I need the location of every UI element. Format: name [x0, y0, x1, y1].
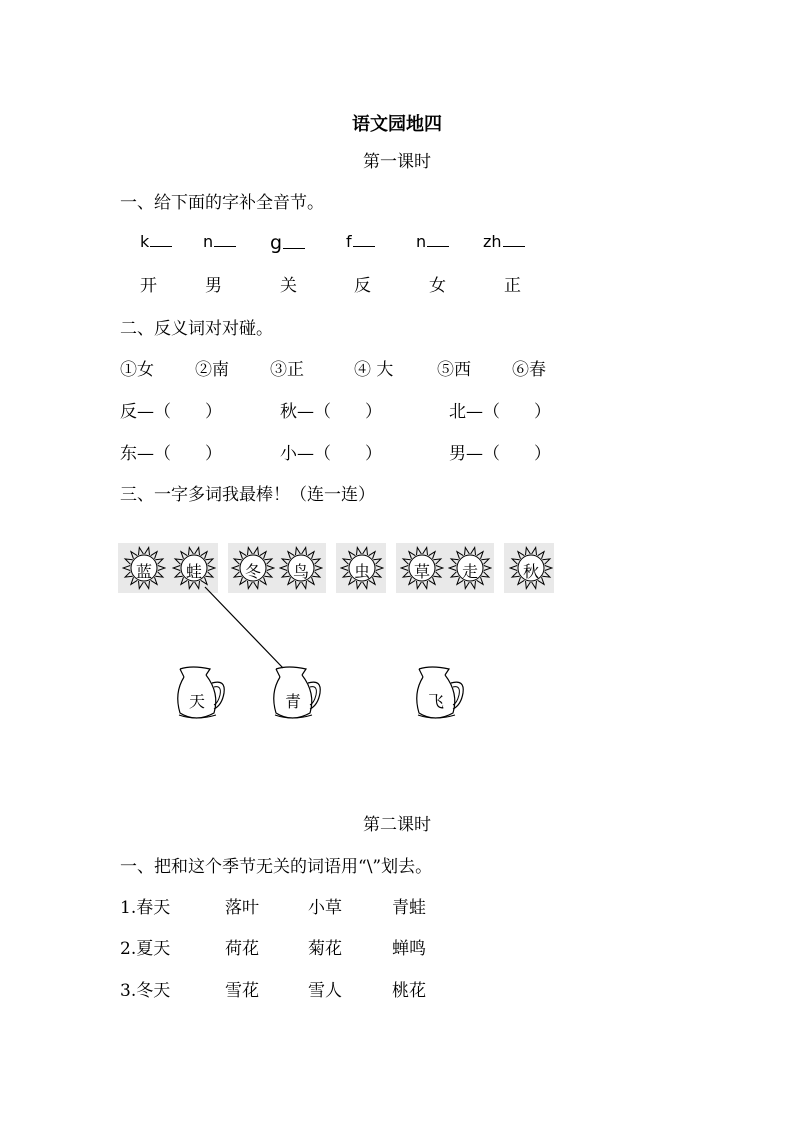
char-6: 正: [504, 276, 521, 296]
antonym-pair: 东—（ ）: [120, 444, 222, 464]
lesson-1-heading: 第一课时: [363, 152, 431, 172]
antonym-pair: 反—（ ）: [120, 402, 222, 422]
season-word: 蝉鸣: [392, 939, 426, 959]
season-word: 雪花: [225, 981, 259, 1001]
season-word: 雪人: [308, 981, 342, 1001]
sunflower-label: 草: [413, 562, 430, 581]
lesson-2-heading: 第二课时: [363, 815, 431, 835]
sunflower-label: 走: [461, 562, 478, 581]
q2-heading: 二、反义词对对碰。: [120, 319, 273, 339]
char-4: 反: [354, 276, 371, 296]
sunflower-label: 鸟: [292, 562, 309, 581]
antonym-pair: 秋—（ ）: [280, 402, 382, 422]
season-word: 3.冬天: [120, 981, 171, 1001]
season-word: 小草: [308, 898, 342, 918]
sunflower-label: 秋: [522, 562, 539, 581]
sunflower-label: 蛙: [185, 562, 202, 581]
season-word: 荷花: [225, 939, 259, 959]
season-word: 2.夏天: [120, 939, 171, 959]
char-2: 男: [205, 276, 222, 296]
antonym-pair: 北—（ ）: [449, 402, 551, 422]
option-3: ③正: [270, 360, 304, 380]
q3-heading: 三、一字多词我最棒！（连一连）: [120, 485, 375, 505]
jug-label: 青: [284, 692, 301, 711]
season-word: 菊花: [308, 939, 342, 959]
season-word: 1.春天: [120, 898, 171, 918]
char-5: 女: [429, 276, 446, 296]
antonym-pair: 男—（ ）: [449, 444, 551, 464]
pinyin-blank-5: n: [416, 232, 449, 251]
option-5: ⑤西: [437, 360, 471, 380]
char-1: 开: [140, 276, 157, 296]
char-3: 关: [280, 276, 297, 296]
pinyin-blank-3: g: [270, 232, 305, 254]
jug: [268, 663, 328, 725]
sunflower-label: 蓝: [135, 562, 152, 581]
option-4: ④ 大: [354, 360, 394, 380]
antonym-pair: 小—（ ）: [280, 444, 382, 464]
jug: [172, 663, 232, 725]
pinyin-blank-4: f: [346, 232, 375, 251]
sunflower-label: 冬: [244, 562, 261, 581]
pinyin-blank-6: zh: [483, 232, 525, 251]
q4-heading: 一、把和这个季节无关的词语用“\”划去。: [120, 857, 433, 877]
jug-label: 天: [188, 692, 205, 711]
pinyin-blank-2: n: [203, 232, 236, 251]
page-title: 语文园地四: [352, 114, 442, 135]
season-word: 青蛙: [392, 898, 426, 918]
season-word: 落叶: [225, 898, 259, 918]
option-1: ①女: [120, 360, 154, 380]
option-6: ⑥春: [512, 360, 546, 380]
option-2: ②南: [195, 360, 229, 380]
jug: [411, 663, 471, 725]
season-word: 桃花: [392, 981, 426, 1001]
sunflower-label: 虫: [353, 562, 370, 581]
q1-heading: 一、给下面的字补全音节。: [120, 193, 324, 213]
jug-label: 飞: [427, 692, 444, 711]
pinyin-blank-1: k: [140, 232, 172, 251]
